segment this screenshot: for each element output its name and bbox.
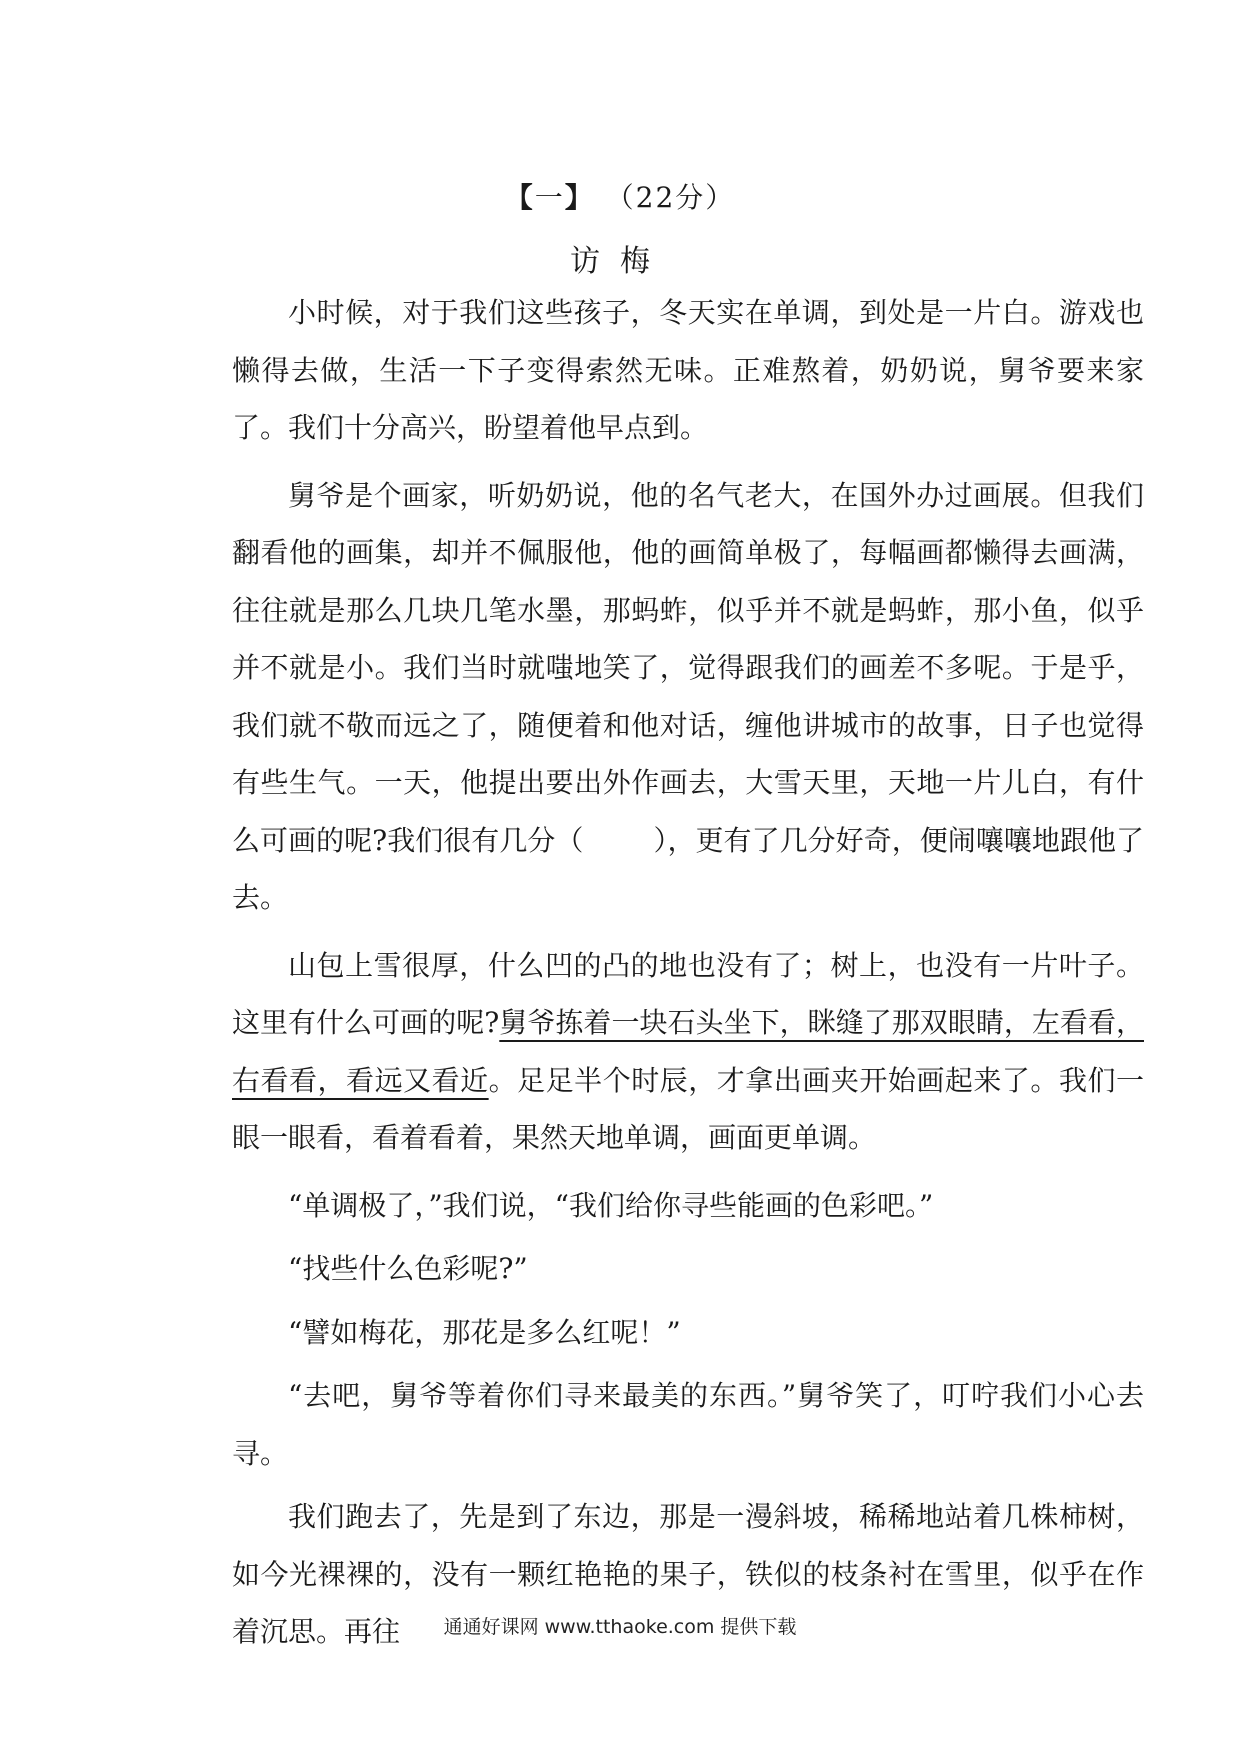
paragraph-3-before: 山包上雪很厚，什么凹的凸的地也没有了；树上，也没有一片叶子。这里有什么可画的呢? [232,948,1144,1039]
paragraph-4: 我们跑去了，先是到了东边，那是一漫斜坡，稀稀地站着几株柿树，如今光裸裸的，没有一颗红艳艳的果子，铁似的枝条衬在雪里，似乎在作着沉思。再往 [232,1500,1144,1648]
paragraph-3-after: 。足足半个时辰，才拿出画夹开始画起来了。我们一眼一眼看，看着看着，果然天地单调，画面更单调。 [232,1063,1144,1154]
dialog-line-2: “找些什么色彩呢?” [288,1252,528,1285]
paragraph-2 [232,467,1144,927]
heading-bracket-open: 【 [504,181,535,214]
paragraph-1: 小时候，对于我们这些孩子，冬天实在单调，到处是一片白。游戏也懒得去做，生活一下子变得索然无味。正难熬着，奶奶说，舅爷要来家了。我们十分高兴，盼望着他早点到。 [232,296,1144,444]
heading-bracket-close: 】 [564,181,595,214]
heading-points: （22分） [605,181,736,214]
story-body [232,284,1144,1671]
section-heading [0,176,1240,216]
dialog-line-1: “单调极了，”我们说，“我们给你寻些能画的色彩吧。” [288,1188,934,1222]
paragraph-2-tail: ），更有了几分好奇，便闹嚷嚷地跟他了去。 [232,823,1144,914]
story-title: 访梅 [570,244,670,279]
paragraph-2-text: 舅爷是个画家，听奶奶说，他的名气老大，在国外办过画展。但我们翻看他的画集，却并不佩服他，他的画简单极了，每幅画都懒得去画满，往往就是那么几块几笔水墨，那蚂蚱，似乎并不就是蚂蚱，那小鱼，似乎并不就是小。我们当时就嗤地笑了，觉得跟我们的画差不多呢。于是乎，我们就不敬而远之了，随便着和他对话，缠他讲城市的故事，日子也觉得有些生气。一天，他提出要出外作画去，大雪天里，天地一片儿白，有什么可画的呢?我们很有几分（ [232,478,1144,857]
dialog-line-4: “去吧，舅爷等着你们寻来最美的东西。”舅爷笑了，叮咛我们小心去寻。 [232,1379,1144,1470]
underlined-sentence: 舅爷拣着一块石头坐下，眯缝了那双眼睛，左看看，右看看，看远又看近 [232,1006,1144,1097]
footer-watermark: 通通好课网 www.tthaoke.com 提供下载 [443,1616,797,1638]
paragraph-3 [232,937,1144,1167]
dialog-line-3: “譬如梅花，那花是多么红呢！” [288,1315,681,1349]
heading-number: 一 [534,181,565,214]
